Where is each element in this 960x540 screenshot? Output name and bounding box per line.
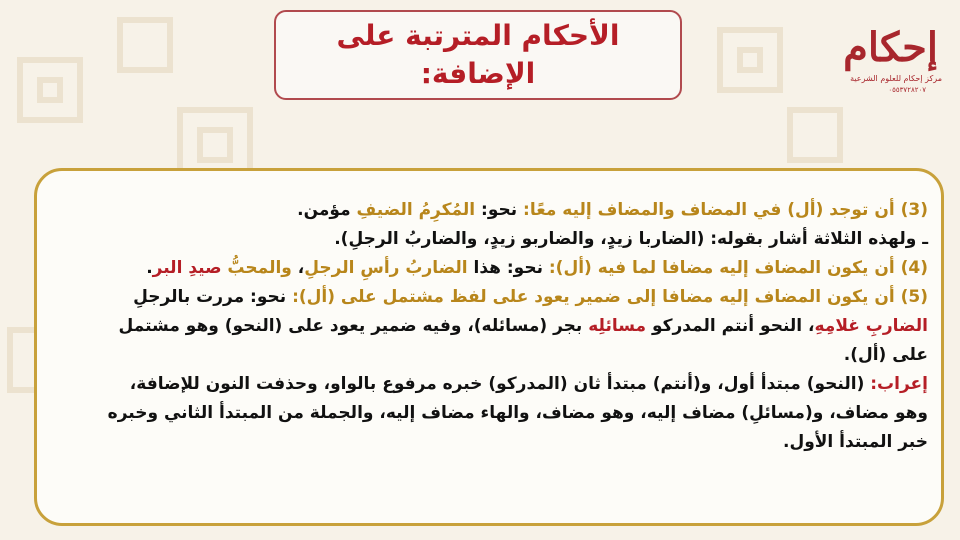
- rule-5-nahw: نحو: مررت بالرجلِ: [133, 287, 287, 307]
- irab-paragraph: [92, 370, 928, 457]
- rule-3-example-tail: مؤمن.: [297, 200, 357, 220]
- rule-4-lead: (4) أن يكون المضاف إليه مضافا لما فيه (أل):: [542, 258, 928, 278]
- brand-logo: [838, 20, 948, 100]
- logo-code: ٠٥٥٣٧٢٨٢٠٧: [888, 86, 926, 94]
- rule-3-example: المُكرِمُ الضيفِ: [356, 200, 476, 220]
- rule-3-line: [92, 196, 928, 225]
- slide-title-box: [274, 10, 682, 100]
- content-text: [92, 196, 928, 457]
- slide-title-line-1: الأحكام المترتبة على: [336, 19, 620, 52]
- rule-4-example-2a: والمحبُّ: [221, 258, 292, 278]
- irab-label: إعراب:: [864, 374, 928, 394]
- rule-5-tail: بجر (مسائله)، وفيه ضمير يعود على (النحو) وهو مشتمل على (أل).: [118, 316, 928, 365]
- rule-4-tail: .: [146, 258, 153, 278]
- rule-5-paragraph: [92, 283, 928, 370]
- rule-3-lead: (3) أن توجد (أل) في المضاف والمضاف إليه معًا:: [517, 200, 928, 220]
- rule-4-nahw: نحو: هذا: [467, 258, 543, 278]
- logo-subtitle: مركز إحكام للعلوم الشرعية: [850, 74, 942, 83]
- logo-mark: إحكام: [843, 24, 938, 71]
- note-line: ـ ولهذه الثلاثة أشار بقوله: (الضاربا زيدٍ، والضاربو زيدٍ، والضاربُ الرجلِ).: [334, 229, 928, 249]
- rule-4-example-2b: صيدِ البر: [152, 258, 222, 278]
- rule-5-example-1: الضاربِ غلامِهِ: [814, 316, 928, 336]
- rule-3-nahw: نحو:: [475, 200, 518, 220]
- rule-5-lead: (5) أن يكون المضاف إليه مضافا إلى ضمير يعود على لفظ مشتمل على (أل):: [286, 287, 928, 307]
- rule-4-example-1: الضاربُ رأسِ الرجلِ: [304, 258, 468, 278]
- rule-4-line: [92, 254, 928, 283]
- irab-text: (النحو) مبتدأ أول، و(أنتم) مبتدأ ثان (المدركو) خبره مرفوع بالواو، وحذفت النون للإضافة، وهو مضاف، و(مسائلِ) مضاف إليه، وهو مضاف، والهاء مضاف إليه، والجملة من المبتدأ الثاني وخبره خبر المبتدأ الأول.: [107, 374, 928, 452]
- rule-5-example-2: مسائلِه: [588, 316, 647, 336]
- rule-4-separator: ،: [291, 258, 305, 278]
- rule-5-mid: ، النحو أنتم المدركو: [646, 316, 815, 336]
- slide-title-line-2: الإضافة:: [420, 57, 536, 90]
